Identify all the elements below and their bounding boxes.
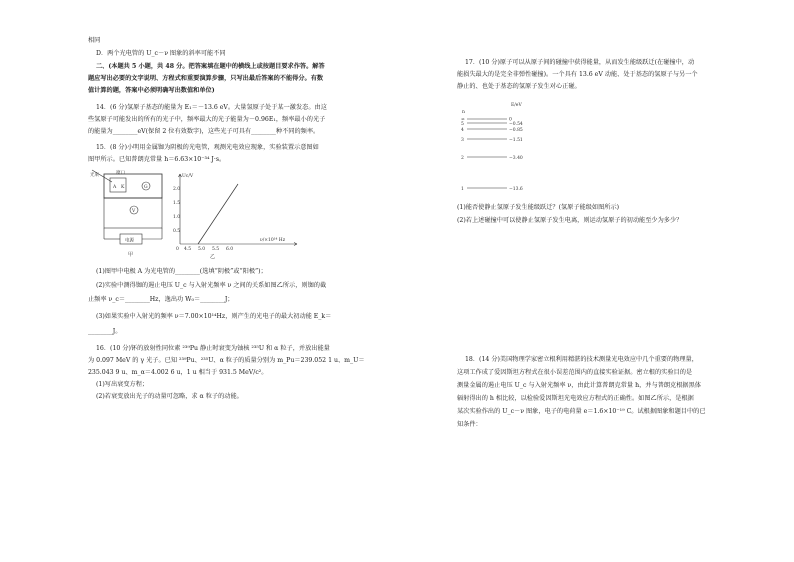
label-g: G — [144, 185, 148, 190]
q17-line: 静止的、也处于基态的氢原子发生对心正碰。 — [457, 83, 581, 90]
q16-line: 为 0.097 MeV 的 γ 光子。已知 ²³⁹Pu、²³⁵U、α 粒子的质量分别为 m_Pu＝239.052 1 u、m_U＝ — [88, 357, 365, 364]
level-n: 4 — [461, 128, 464, 133]
y-tick: 1.5 — [173, 201, 181, 206]
section-heading: 二、(本题共 5 小题，共 48 分。把答案填在题中的横线上或按题目要求作答。解答 — [96, 63, 325, 70]
q18-line: 测量金属的遏止电压 U_c 与入射光频率 ν，由此计算普朗克常量 h，并与普朗克根据黑体 — [457, 382, 701, 389]
x-tick: 6.0 — [226, 247, 234, 252]
level-e: −3.40 — [509, 156, 523, 161]
q17-line: 17．(10 分)原子可以从原子间的碰撞中获得能量，从而发生能级跃迁(在碰撞中，动 — [465, 59, 695, 66]
level-e: −0.54 — [509, 122, 523, 127]
section-heading: 值计算的题，答案中必须明确写出数值和单位) — [88, 87, 215, 94]
y-tick: 1.0 — [173, 215, 181, 220]
q18-line: 知条件： — [457, 421, 482, 428]
q18-line: 18．(14 分)美国物理学家密立根利用精湛的技术测量光电效应中几个重要的物理量， — [465, 356, 698, 363]
level-n: 3 — [461, 138, 464, 143]
x-tick: 5.5 — [212, 247, 220, 252]
x-tick: 0 — [176, 247, 179, 252]
q17-part: (2)若上述碰撞中可以使静止氢原子发生电离，则运动氢原子的初动能至少为多少？ — [457, 217, 683, 224]
uc-nu-graph — [172, 170, 302, 260]
q15-part: 止频率 ν_c＝________Hz，逸出功 W₀＝________J； — [88, 296, 234, 303]
q15-part: ________J。 — [88, 328, 122, 335]
y-tick: 0.5 — [173, 229, 181, 234]
section-heading: 题应写出必要的文字说明、方程式和重要演算步骤，只写出最后答案的不能得分。有数 — [88, 75, 324, 82]
label-light: 光束 — [90, 173, 99, 178]
q15-part: (3)如果实验中入射光的频率 ν＝7.00×10¹⁴Hz，则产生的光电子的最大初动能 E_k＝ — [96, 313, 332, 320]
q15-line: 15．(8 分)小明用金属铷为阴极的光电管，观测光电效应现象，实验装置示意图如 — [96, 144, 319, 151]
label-v: V — [132, 209, 136, 214]
level-n: 1 — [461, 187, 464, 192]
x-tick: 4.5 — [184, 247, 192, 252]
q15-line: 图甲所示。已知普朗克常量 h＝6.63×10⁻³⁴ J·s。 — [88, 156, 226, 163]
x-axis-label: ν/×10¹⁴ Hz — [260, 238, 286, 243]
level-n: 5 — [461, 122, 464, 127]
y-axis-label: Uc/V — [182, 174, 194, 179]
q16-line: (1)写出衰变方程； — [96, 381, 149, 388]
label-power: 电源 — [125, 238, 134, 244]
q14-line: 些氢原子可能发出的所有的光子中，频率最大的光子能量为－0.96E₁，频率最小的光子 — [88, 116, 326, 123]
q15-part: (2)实验中测得铷的遏止电压 U_c 与入射光频率 ν 之间的关系如图乙所示，则铷的截 — [96, 282, 327, 289]
label-window: 窗口 — [116, 171, 125, 176]
label-yi: 乙 — [210, 254, 216, 260]
y-tick: 2.0 — [173, 187, 181, 192]
label-k: K — [121, 185, 125, 190]
q16-line: 235.043 9 u、m_α＝4.002 6 u，1 u 相当于 931.5 MeV/c²。 — [88, 369, 268, 376]
q15-part: (1)图甲中电极 A 为光电管的________(选填“阴极”或“阳极”)； — [96, 268, 267, 275]
q14-line: 的能量为________eV(保留 2 位有效数字)，这些光子可具有________种不同的频率。 — [88, 128, 320, 135]
level-n: 2 — [461, 156, 464, 161]
circuit-diagram — [90, 168, 180, 258]
level-e: −13.6 — [509, 187, 523, 192]
q16-line: 16．(10 分)钚的放射性同位素 ²³⁹Pu 静止时衰变为铀核 ²³⁵U 和 α 粒子，并放出能量 — [96, 345, 330, 352]
q17-part: (1)能否使静止氢原子发生能级跃迁？(氢原子能级如图所示) — [457, 204, 620, 211]
option-d: D．两个光电管的 U_c－ν 图象的斜率可能不同 — [96, 50, 226, 57]
q14-line: 14．(6 分)氢原子基态的能量为 E₁＝－13.6 eV。大量氢原子处于某一激发态。由这 — [96, 104, 327, 111]
q16-line: (2)若衰变放出光子的动量可忽略，求 α 粒子的动能。 — [96, 393, 243, 400]
label-jia: 甲 — [128, 252, 134, 258]
q18-line: 辐射得出的 h 相比较，以检验爱因斯坦光电效应方程式的正确性。如图乙所示，是根据 — [457, 395, 694, 402]
x-tick: 5.0 — [198, 247, 206, 252]
q17-line: 能损失最大的是完全非弹性碰撞)。一个具有 13.6 eV 动能、处于基态的氢原子与另一个 — [457, 71, 698, 78]
q18-line: 这项工作成了爱因斯坦方程式在很小误差范围内的直接实验证据。密立根的实验目的是 — [457, 369, 693, 376]
text-line: 相同 — [88, 37, 101, 44]
level-e: −0.85 — [509, 128, 523, 133]
n-header: n — [462, 110, 465, 115]
energy-level-diagram — [457, 100, 547, 195]
level-e: 0 — [509, 117, 512, 123]
label-a: A — [113, 185, 117, 190]
e-header: E/eV — [511, 103, 522, 108]
level-n: ∞ — [461, 117, 465, 123]
level-e: −1.51 — [509, 138, 523, 143]
q18-line: 某次实验作出的 U_c－ν 图象，电子的电荷量 e＝1.6×10⁻¹⁹ C。试根据图象和题目中的已 — [457, 408, 706, 415]
